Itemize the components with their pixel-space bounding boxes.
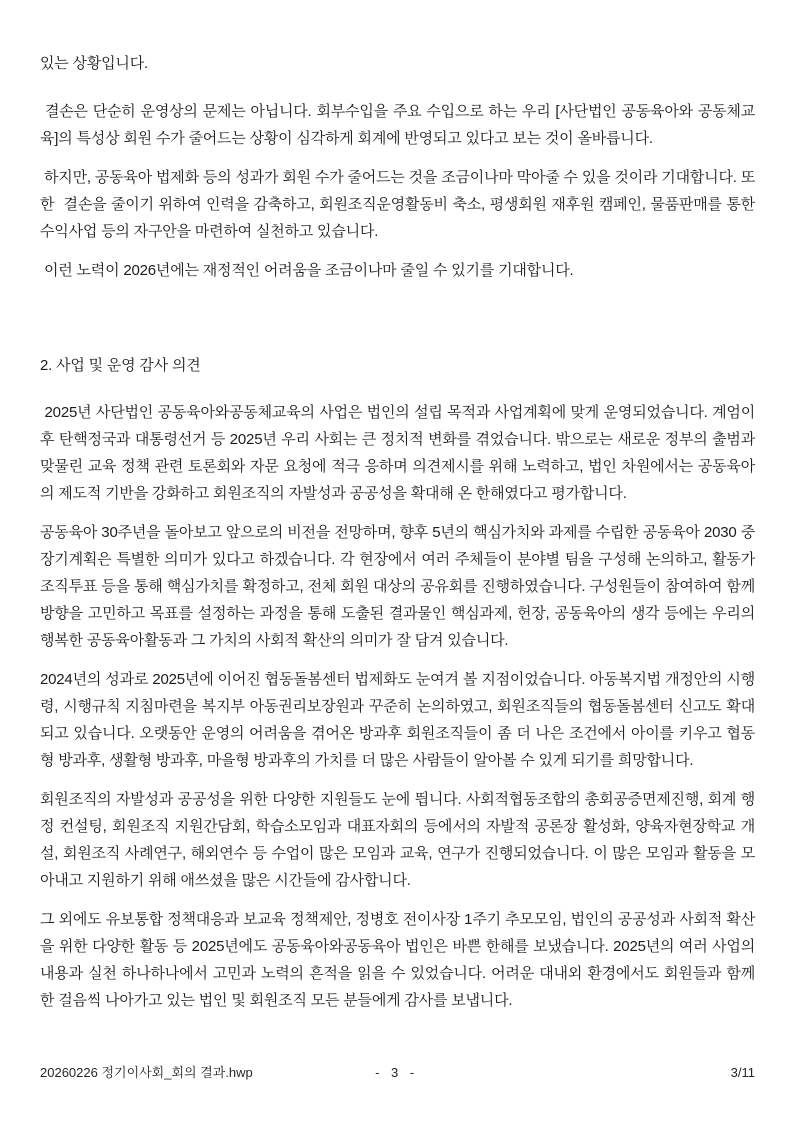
paragraph-situation: 있는 상황입니다. bbox=[40, 55, 148, 72]
footer-page-number: - 3 - bbox=[375, 1065, 419, 1080]
paragraph-other-activities-thanks: 그 외에도 유보통합 정책대응과 보교육 정책제안, 정병호 전이사장 1주기 추모모임, 법인의 공공성과 사회적 확산을 위한 다양한 활동 등 2025년에도 공동육아와공동육아 법인은 바쁜 한해를 보냈습니다. 2025년의 여러 사업의 내용과 실천 하나하나에서 고민과 노력의 흔적을 읽을 수 있었습니다. 어려운 대내외 환경에서도 회원들과 함께 한 걸음씩 나아가고 있는 법인 및 회원조직 모든 분들에게 감사를 보냅니다. bbox=[40, 911, 759, 1009]
document-body bbox=[40, 50, 759, 1026]
paragraph-operations-overview: 2025년 사단법인 공동육아와공동체교육의 사업은 법인의 설립 목적과 사업계획에 맞게 운영되었습니다. 계엄이후 탄핵정국과 대통령선거 등 2025년 우리 사회는 큰 정치적 변화를 겪었습니다. 밖으로는 새로운 정부의 출범과 맞물린 교육 정책 관련 토론회와 자문 요청에 적극 응하며 의견제시를 위해 노력하고, 법인 차원에서는 공동육아의 제도적 기반을 강화하고 회원조직의 자발성과 공공성을 확대해 온 한해였다고 평가합니다. bbox=[40, 404, 759, 502]
footer-filename: 20260226 정기이사회_회의 결과.hwp bbox=[40, 1065, 253, 1080]
section-heading-audit-opinion: 2. 사업 및 운영 감사 의견 bbox=[40, 357, 201, 374]
paragraph-care-center-legislation: 2024년의 성과로 2025년에 이어진 협동돌봄센터 법제화도 눈여겨 볼 지점이었습니다. 아동복지법 개정안의 시행령, 시행규칙 지침마련을 복지부 아동권리보장원과 꾸준히 논의하였고, 회원조직들의 협동돌봄센터 신고도 확대되고 있습니다. 오랫동안 운영의 어려움을 겪어온 방과후 회원조직들이 좀 더 나은 조건에서 아이를 키우고 협동형 방과후, 생활형 방과후, 마을형 방과후의 가치를 더 많은 사람들이 알아볼 수 있게 되기를 희망합니다. bbox=[40, 671, 755, 769]
paragraph-deficit-cause: 결손은 단순히 운영상의 문제는 아닙니다. 회부수입을 주요 수입으로 하는 우리 [사단법인 공동육아와 공동체교육]의 특성상 회원 수가 줄어드는 상황이 심각하게 회계에 반영되고 있다고 보는 것이 올바릅니다. bbox=[40, 103, 756, 147]
paragraph-30th-anniversary-plan: 공동육아 30주년을 돌아보고 앞으로의 비전을 전망하며, 향후 5년의 핵심가치와 과제를 수립한 공동육아 2030 중장기계획은 특별한 의미가 있다고 하겠습니다. 각 현장에서 여러 주체들이 분야별 팀을 구성해 논의하고, 활동가 조직투표 등을 통해 핵심가치를 확정하고, 전체 회원 대상의 공유회를 진행하였습니다. 구성원들이 참여하여 함께 방향을 고민하고 목표를 설정하는 과정을 통해 도출된 결과물인 핵심과제, 헌장, 공동육아의 생각 등에는 우리의 행복한 공동육아활동과 그 가치의 사회적 확산의 의미가 잘 담겨 있습니다. bbox=[40, 524, 759, 649]
page-footer bbox=[40, 1064, 755, 1082]
footer-page-indicator: 3/11 bbox=[730, 1065, 755, 1080]
paragraph-deficit-measures: 하지만, 공동육아 법제화 등의 성과가 회원 수가 줄어드는 것을 조금이나마 막아줄 수 있을 것이라 기대합니다. 또한 결손을 줄이기 위하여 인력을 감축하고, 회원조직운영활동비 축소, 평생회원 재후원 캠페인, 물품판매를 통한 수익사업 등의 자구안을 마련하여 실천하고 있습니다. bbox=[40, 169, 759, 240]
paragraph-expectation-2026: 이런 노력이 2026년에는 재정적인 어려움을 조금이나마 줄일 수 있기를 기대합니다. bbox=[40, 262, 574, 279]
paragraph-member-org-support: 회원조직의 자발성과 공공성을 위한 다양한 지원들도 눈에 띕니다. 사회적협동조합의 총회공증면제진행, 회계 행정 컨설팅, 회원조직 지원간담회, 학습소모임과 대표자회의 등에서의 자발적 공론장 활성화, 양육자현장학교 개설, 회원조직 사례연구, 해외연수 등 수업이 많은 모임과 교육, 연구가 진행되었습니다. 이 많은 모임과 활동을 모아내고 지원하기 위해 애쓰셨을 많은 시간들에 감사합니다. bbox=[40, 791, 755, 889]
